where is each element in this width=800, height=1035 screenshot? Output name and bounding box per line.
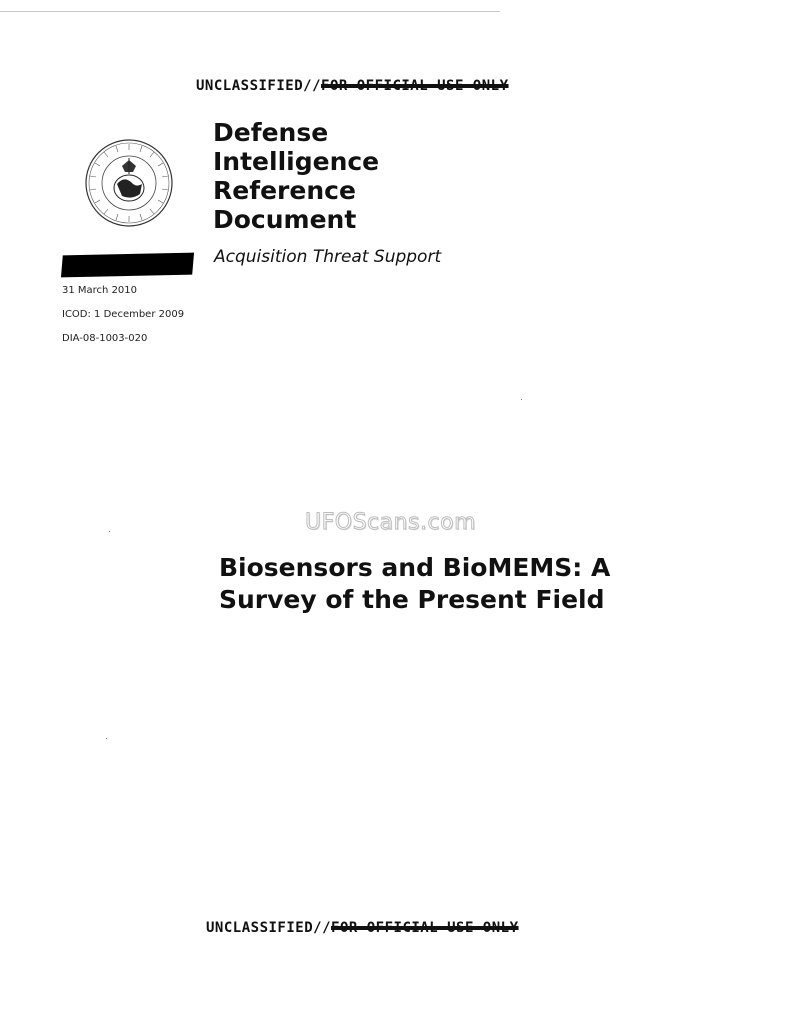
dia-seal-icon bbox=[84, 138, 174, 228]
scan-speck bbox=[109, 531, 110, 532]
scan-speck bbox=[521, 399, 522, 400]
classification-banner-bottom bbox=[206, 920, 519, 936]
document-title-line: Biosensors and BioMEMS: A bbox=[219, 553, 611, 582]
series-title-line: Reference bbox=[213, 176, 356, 205]
redaction-bar bbox=[61, 253, 194, 278]
scan-edge-line bbox=[0, 11, 500, 12]
struck-caveat: FOR OFFICIAL USE ONLY bbox=[331, 920, 519, 936]
series-title-line: Document bbox=[213, 205, 357, 234]
scan-speck bbox=[106, 738, 107, 739]
document-subtitle: Acquisition Threat Support bbox=[214, 247, 442, 267]
document-title bbox=[219, 552, 699, 616]
document-title-line: Survey of the Present Field bbox=[219, 585, 605, 614]
document-series-title bbox=[213, 118, 513, 234]
series-title-line: Defense bbox=[213, 118, 329, 147]
document-number: DIA-08-1003-020 bbox=[62, 333, 148, 344]
icod-date: ICOD: 1 December 2009 bbox=[62, 309, 185, 320]
classification-label: UNCLASSIFIED// bbox=[206, 920, 332, 936]
watermark: UFOScans.com bbox=[305, 510, 476, 535]
series-title-line: Intelligence bbox=[213, 147, 380, 176]
classification-label: UNCLASSIFIED// bbox=[196, 78, 322, 94]
classification-banner-top bbox=[196, 78, 509, 94]
struck-caveat: FOR OFFICIAL USE ONLY bbox=[321, 78, 509, 94]
publication-date: 31 March 2010 bbox=[62, 285, 138, 296]
